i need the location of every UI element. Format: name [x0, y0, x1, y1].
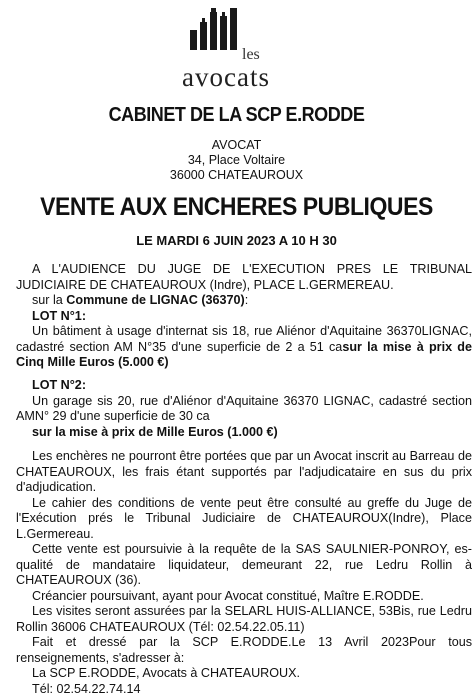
commune-name: Commune de LIGNAC (36370) — [66, 293, 244, 307]
lot2-description: Un garage sis 20, rue d'Aliénor d'Aquitaine 36370 LIGNAC, cadastré section AMN° 29 d'une superficie de 30 ca — [16, 394, 472, 425]
gavel-pillars-icon — [182, 8, 292, 68]
address-line-2: 36000 CHATEAUROUX — [0, 168, 473, 183]
lot1-heading — [16, 309, 472, 325]
lot1-heading-text: LOT N°1: — [32, 309, 86, 323]
commune-suffix: : — [245, 293, 249, 307]
sale-title: VENTE AUX ENCHERES PUBLIQUES — [19, 193, 454, 222]
lot2-heading-text: LOT N°2: — [32, 378, 86, 392]
lot2-block — [16, 378, 472, 440]
lot2-price: sur la mise à prix de Mille Euros (1.000 €) — [32, 425, 278, 439]
sale-date: LE MARDI 6 JUIN 2023 A 10 H 30 — [0, 233, 473, 248]
paragraph-cahier: Le cahier des conditions de vente peut être consulté au greffe du Juge de l'Exécution prés le Tribunal Judiciaire de CHATEAUROUX(Indre), Place L.Germereau. — [16, 496, 472, 543]
les-avocats-logo — [182, 8, 292, 94]
logo-les-text: les — [242, 46, 260, 64]
intro-text: A L'AUDIENCE DU JUGE DE L'EXECUTION PRES LE TRIBUNAL JUDICIAIRE DE CHATEAUROUX (Indre), PLACE L.GERMEREAU. — [16, 262, 472, 293]
intro-paragraph — [16, 262, 472, 371]
lot2-price-line — [16, 425, 472, 441]
paragraph-creancier: Créancier poursuivant, ayant pour Avocat constitué, Maître E.RODDE. — [16, 589, 472, 605]
commune-prefix: sur la — [32, 293, 66, 307]
lot1-price: sur la mise à prix de Cinq Mille Euros (5.000 €) — [16, 340, 472, 370]
paragraph-encheres: Les enchères ne pourront être portées que par un Avocat inscrit au Barreau de CHATEAUROUX, les frais étant supportés par l'adjudicataire en sus du prix d'adjudication. — [16, 449, 472, 496]
paragraph-fait: Fait et dressé par la SCP E.RODDE.Le 13 Avril 2023Pour tous renseignements, s'adresser à: — [16, 635, 472, 666]
conditions-block — [16, 449, 472, 697]
logo-avocats-text: avocats — [182, 62, 270, 93]
lot1-text: Un bâtiment à usage d'internat sis 18, rue Aliénor d'Aquitaine 36370LIGNAC, cadastré section AM N°35 d'une superficie de 2 a 51 ca — [16, 324, 472, 354]
paragraph-poursuite: Cette vente est poursuivie à la requête de la SAS SAULNIER-PONROY, es-qualité de mandataire liquidateur, demeurant 22, rue Ledru Rollin à CHATEAUROUX (36). — [16, 542, 472, 589]
paragraph-phone: Tél: 02.54.22.74.14 — [16, 682, 472, 697]
paragraph-contact: La SCP E.RODDE, Avocats à CHATEAUROUX. — [16, 666, 472, 682]
cabinet-title: CABINET DE LA SCP E.RODDE — [24, 104, 450, 127]
address-line-1: 34, Place Voltaire — [0, 153, 473, 168]
role-line: AVOCAT — [0, 138, 473, 153]
paragraph-visites: Les visites seront assurées par la SELARL HUIS-ALLIANCE, 53Bis, rue Ledru Rollin 36006 CHATEAUROUX (Tél: 02.54.22.05.11) — [16, 604, 472, 635]
lot1-description — [16, 324, 472, 371]
commune-line — [16, 293, 472, 309]
lot2-heading — [16, 378, 472, 394]
